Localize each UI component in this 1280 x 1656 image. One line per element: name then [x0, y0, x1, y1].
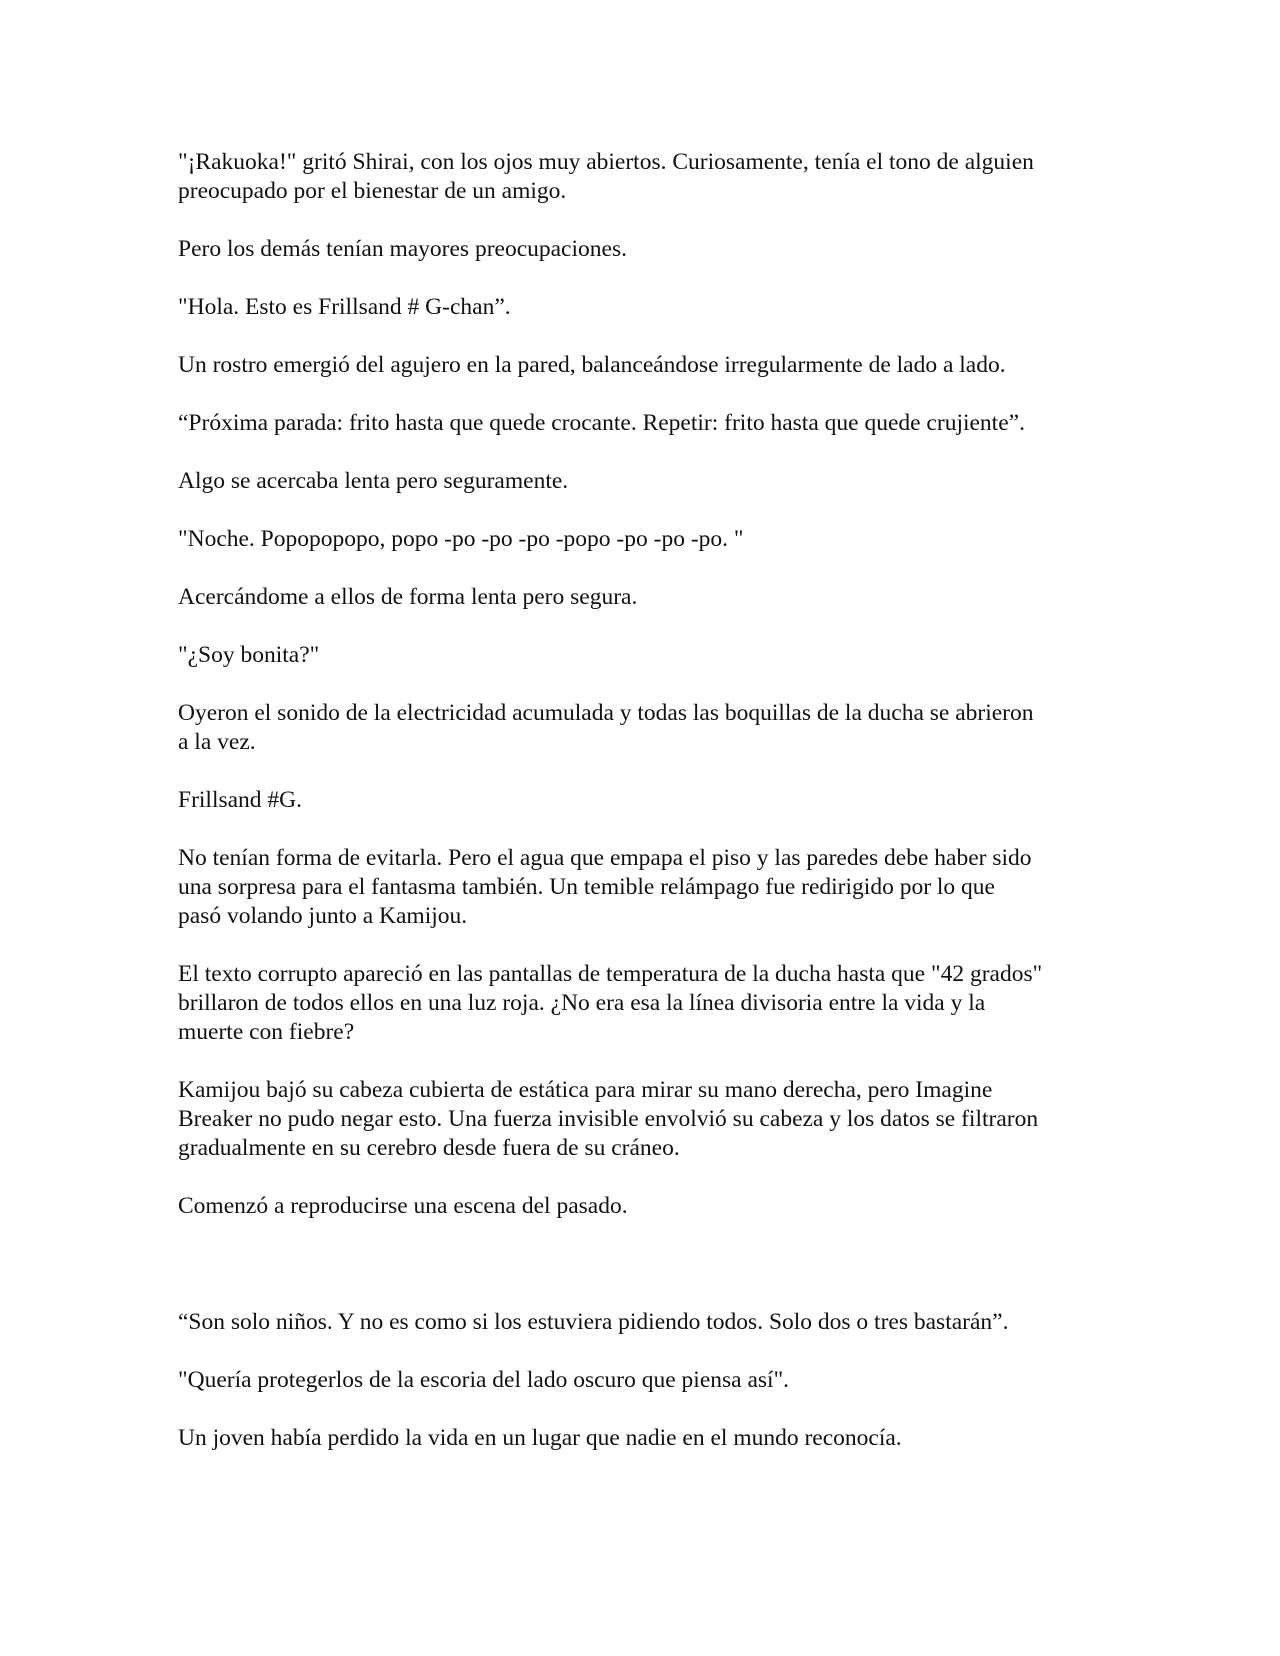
text-line: a la vez.	[178, 729, 256, 755]
text-line: “Son solo niños. Y no es como si los estuviera pidiendo todos. Solo dos o tres bastarán”.	[178, 1309, 1009, 1335]
text-line: preocupado por el bienestar de un amigo.	[178, 178, 567, 204]
text-line: El texto corrupto apareció en las pantallas de temperatura de la ducha hasta que "42 grados"	[178, 961, 1043, 987]
text-line: brillaron de todos ellos en una luz roja. ¿No era esa la línea divisoria entre la vida y la	[178, 990, 986, 1016]
text-line: pasó volando junto a Kamijou.	[178, 903, 468, 929]
text-line: muerte con fiebre?	[178, 1019, 355, 1045]
text-line: Oyeron el sonido de la electricidad acumulada y todas las boquillas de la ducha se abrieron	[178, 700, 1034, 726]
text-line: “Próxima parada: frito hasta que quede crocante. Repetir: frito hasta que quede crujiente”.	[178, 410, 1025, 436]
text-line: No tenían forma de evitarla. Pero el agua que empapa el piso y las paredes debe haber sido	[178, 845, 1032, 871]
text-line: Un rostro emergió del agujero en la pared, balanceándose irregularmente de lado a lado.	[178, 352, 1006, 378]
text-line: Acercándome a ellos de forma lenta pero segura.	[178, 584, 638, 610]
text-line: "¿Soy bonita?"	[178, 642, 320, 668]
text-line: una sorpresa para el fantasma también. Un temible relámpago fue redirigido por lo que	[178, 874, 995, 900]
text-line: Comenzó a reproducirse una escena del pasado.	[178, 1193, 628, 1219]
text-line: "¡Rakuoka!" gritó Shirai, con los ojos muy abiertos. Curiosamente, tenía el tono de alguien	[178, 149, 1034, 175]
text-line: Breaker no pudo negar esto. Una fuerza invisible envolvió su cabeza y los datos se filtraron	[178, 1106, 1039, 1132]
text-line: Frillsand #G.	[178, 787, 303, 813]
text-line: Kamijou bajó su cabeza cubierta de estática para mirar su mano derecha, pero Imagine	[178, 1077, 993, 1103]
text-line: "Noche. Popopopopo, popo -po -po -po -popo -po -po -po. "	[178, 526, 744, 552]
text-line: "Hola. Esto es Frillsand # G-chan”.	[178, 294, 511, 320]
text-line: Algo se acercaba lenta pero seguramente.	[178, 468, 569, 494]
text-line: gradualmente en su cerebro desde fuera de su cráneo.	[178, 1135, 680, 1161]
text-line: Un joven había perdido la vida en un lugar que nadie en el mundo reconocía.	[178, 1425, 902, 1451]
text-line: Pero los demás tenían mayores preocupaciones.	[178, 236, 627, 262]
text-line: "Quería protegerlos de la escoria del lado oscuro que piensa así".	[178, 1367, 790, 1393]
